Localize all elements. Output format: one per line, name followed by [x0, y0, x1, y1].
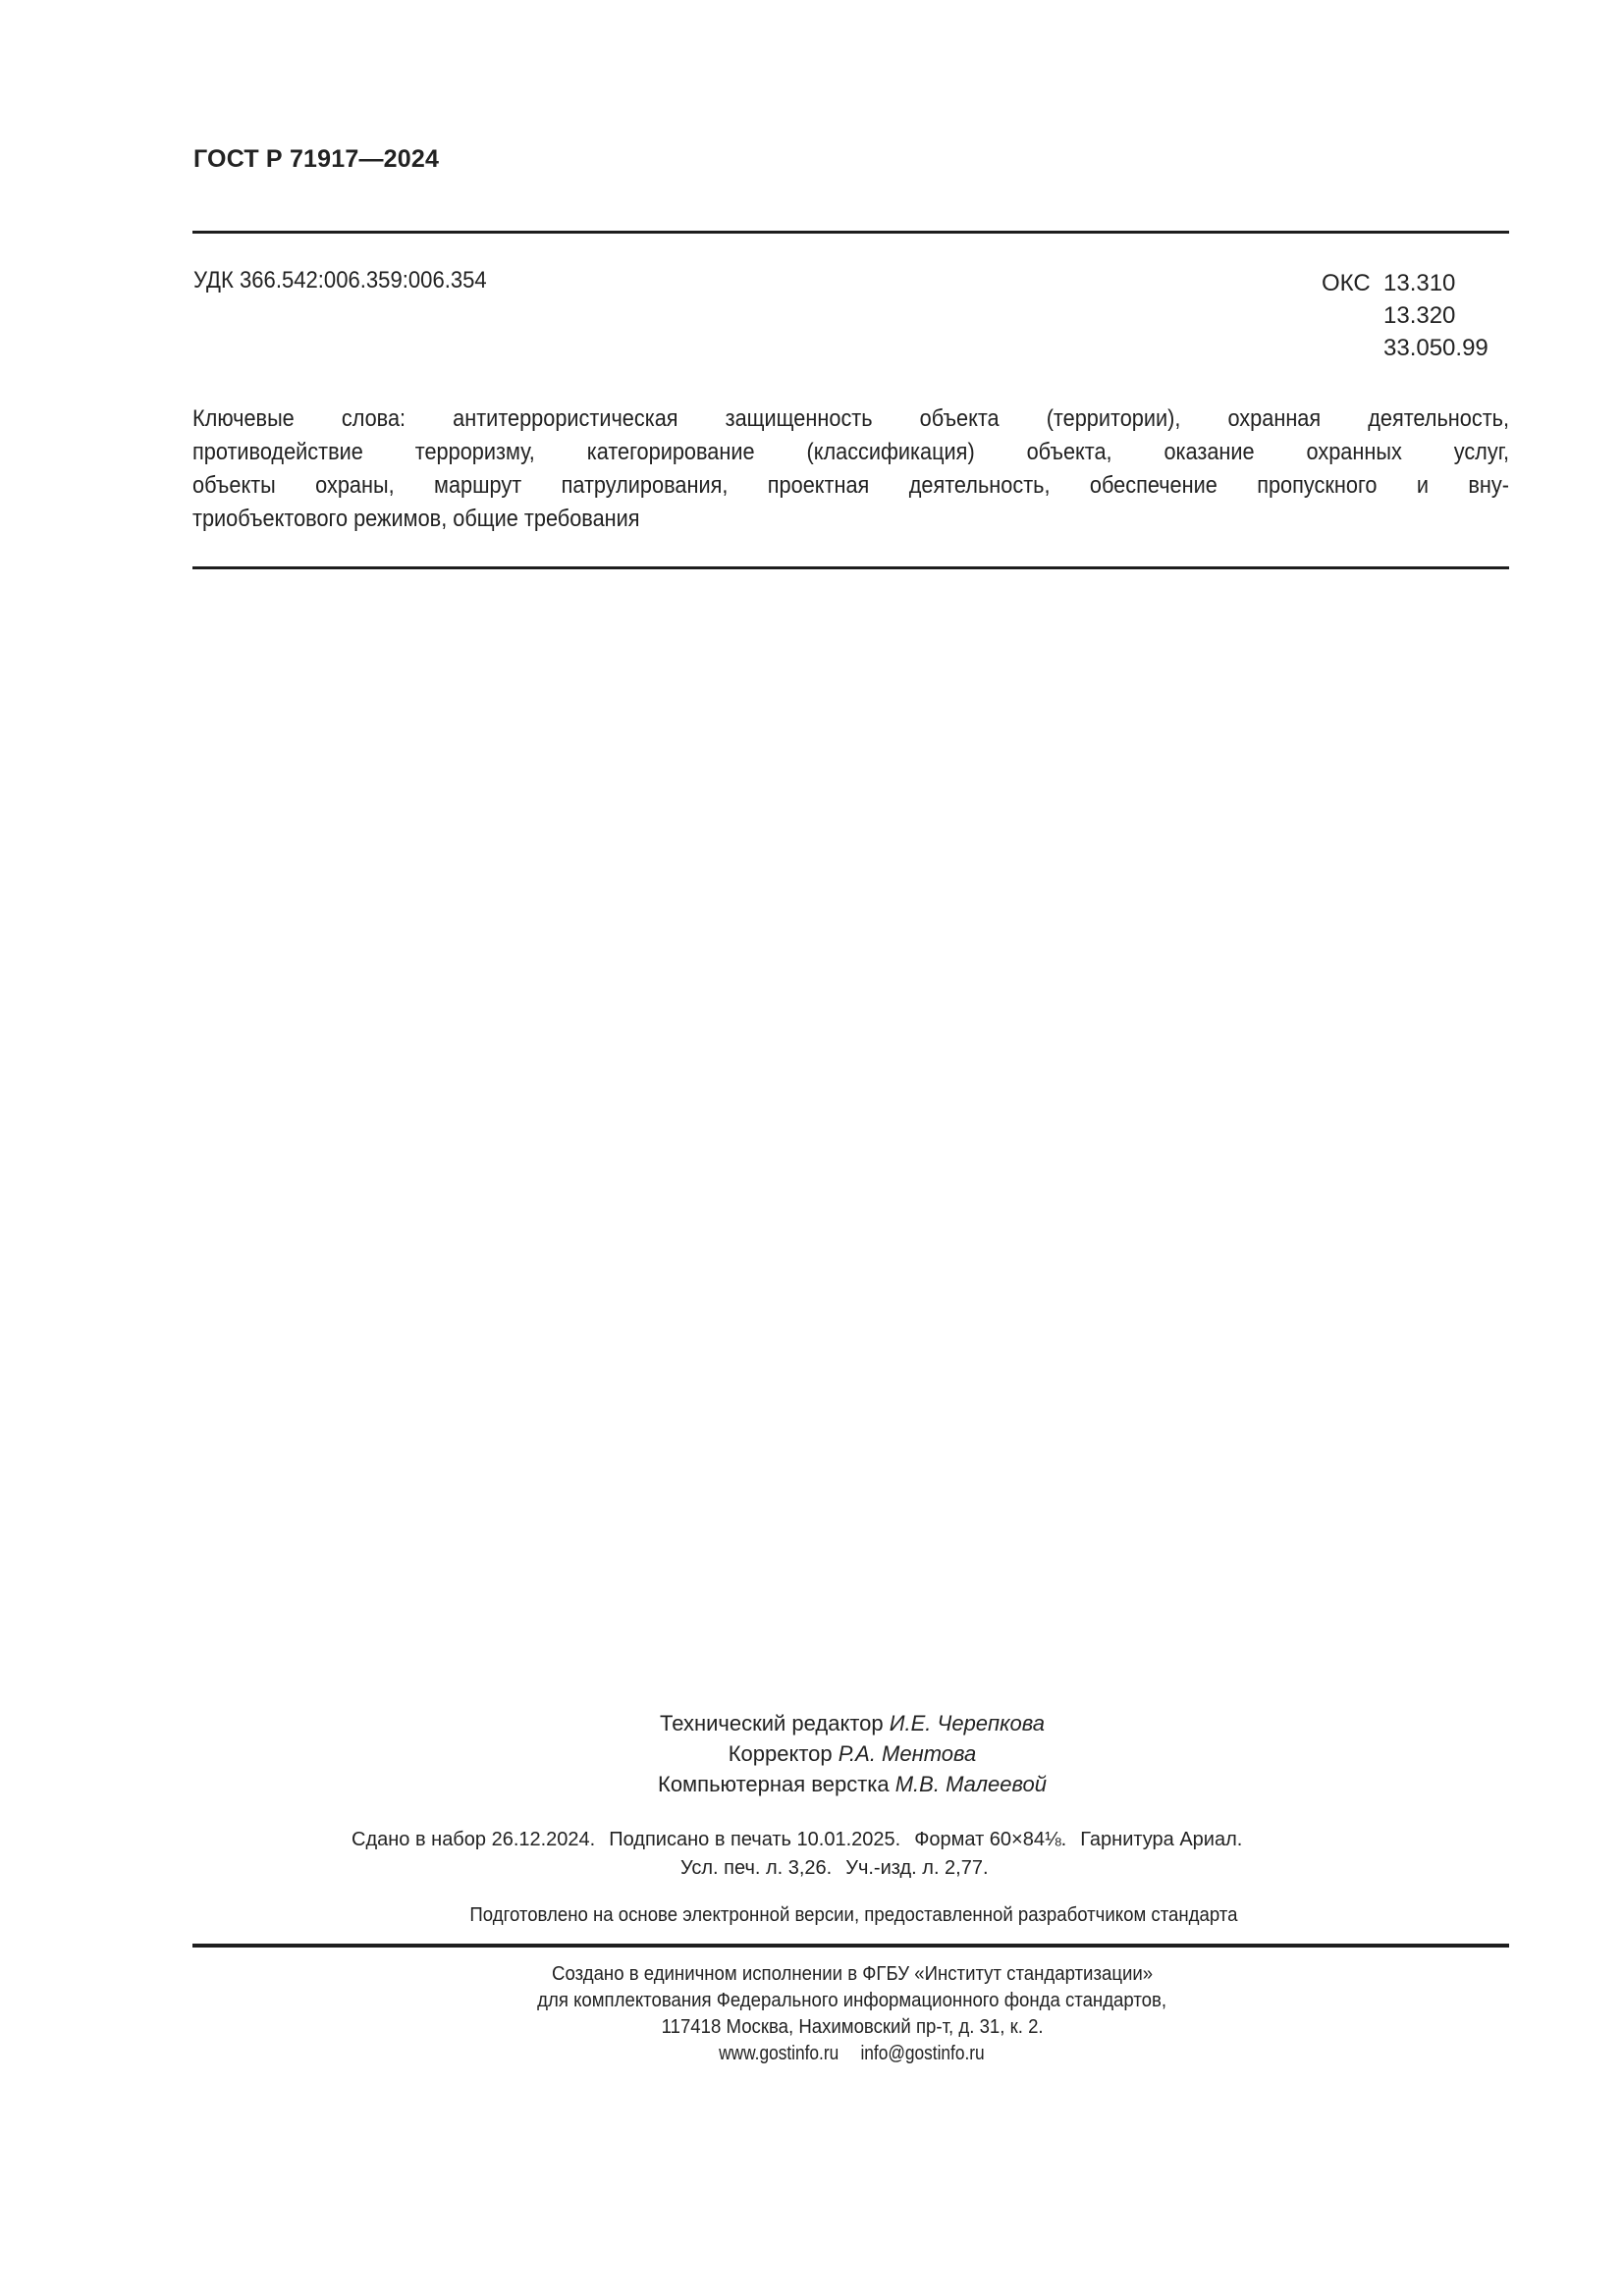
- keywords-line: противодействие терроризму, категорирование (классификация) объекта, оказание охранных услуг,: [192, 439, 1510, 465]
- credit-role: Корректор: [728, 1741, 833, 1766]
- conventional-sheets: Усл. печ. л. 3,26.: [680, 1857, 833, 1879]
- credit-name: И.Е. Черепкова: [889, 1711, 1045, 1735]
- credit-proofreader: [0, 1738, 1624, 1769]
- prepared-note-text: Подготовлено на основе электронной версии, предоставленной разработчиком стандарта: [468, 1904, 1237, 1926]
- signed-date: Подписано в печать 10.01.2025.: [609, 1829, 901, 1850]
- typeface: Гарнитура Ариал.: [1080, 1829, 1243, 1850]
- footer-divider: [192, 1944, 1509, 1948]
- publication-sheets: Уч.-изд. л. 2,77.: [845, 1857, 989, 1879]
- keywords-line: Ключевые слова: антитеррористическая защищенность объекта (территории), охранная деятельность,: [192, 405, 1510, 432]
- oks-row: [1322, 267, 1489, 299]
- credit-layout: [0, 1769, 1624, 1799]
- publisher-line: Создано в единичном исполнении в ФГБУ «Институт стандартизации»: [551, 1963, 1154, 1985]
- publisher-address: 117418 Москва, Нахимовский пр-т, д. 31, к. 2.: [661, 2016, 1044, 2038]
- oks-codes: [1322, 267, 1489, 364]
- udk-code: УДК 366.542:006.359:006.354: [193, 267, 487, 294]
- submitted-date: Сдано в набор 26.12.2024.: [352, 1829, 596, 1850]
- document-title: ГОСТ Р 71917—2024: [193, 145, 440, 173]
- oks-label: ОКС: [1322, 270, 1371, 296]
- keywords-paragraph: [192, 402, 1509, 536]
- print-info-line: [680, 1854, 989, 1882]
- credit-role: Технический редактор: [660, 1711, 884, 1735]
- print-info-line: [352, 1826, 1242, 1853]
- oks-row: [1322, 332, 1489, 364]
- prepared-note: [0, 1904, 1624, 1927]
- credit-name: М.В. Малеевой: [894, 1772, 1047, 1796]
- editorial-credits: [0, 1708, 1624, 1799]
- oks-code: 33.050.99: [1383, 335, 1489, 361]
- credit-role: Компьютерная верстка: [658, 1772, 890, 1796]
- publisher-info: [0, 1961, 1624, 2067]
- keywords-line: триобъектового режимов, общие требования: [192, 506, 640, 532]
- keywords-divider: [192, 566, 1509, 569]
- keywords-line: объекты охраны, маршрут патрулирования, проектная деятельность, обеспечение пропускного и вну-: [192, 472, 1510, 499]
- paper-format: Формат 60×84⅛.: [914, 1829, 1067, 1850]
- website-link[interactable]: www.gostinfo.ru: [719, 2043, 839, 2064]
- publisher-line: для комплектования Федерального информационного фонда стандартов,: [537, 1990, 1167, 2011]
- credit-name: Р.А. Ментова: [838, 1741, 977, 1766]
- oks-code: 13.310: [1383, 270, 1456, 296]
- header-divider: [192, 231, 1509, 234]
- email-link[interactable]: info@gostinfo.ru: [861, 2043, 986, 2064]
- oks-row: [1322, 299, 1489, 332]
- publisher-contacts: [81, 2041, 1624, 2067]
- oks-code: 13.320: [1383, 302, 1456, 329]
- credit-technical-editor: [0, 1708, 1624, 1738]
